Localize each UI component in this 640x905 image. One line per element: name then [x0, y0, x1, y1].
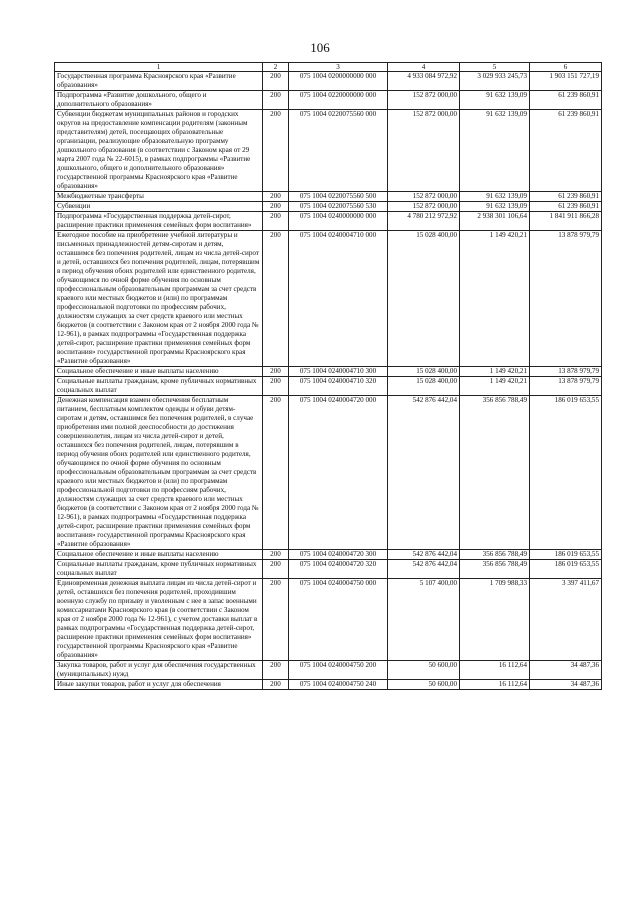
row-kind-cell: 200	[263, 579, 289, 661]
column-header: 1	[55, 63, 263, 72]
row-name-cell: Государственная программа Красноярского края «Развитие образования»	[55, 72, 263, 91]
row-name-cell: Социальные выплаты гражданам, кроме публичных нормативных социальных выплат	[55, 560, 263, 579]
budget-table	[54, 62, 602, 690]
row-name-cell: Социальное обеспечение и иные выплаты населению	[55, 367, 263, 377]
row-kind-cell: 200	[263, 192, 289, 202]
row-code-cell: 075 1004 0240004750 000	[289, 579, 388, 661]
row-kind-cell: 200	[263, 367, 289, 377]
row-code-cell: 075 1004 0200000000 000	[289, 72, 388, 91]
column-header: 6	[530, 63, 602, 72]
row-amount-cell: 15 028 400,00	[388, 377, 460, 396]
table-row	[55, 396, 602, 550]
row-code-cell: 075 1004 0220075560 500	[289, 192, 388, 202]
row-amount-cell: 1 149 420,21	[460, 367, 530, 377]
row-amount-cell: 1 903 151 727,19	[530, 72, 602, 91]
row-kind-cell: 200	[263, 560, 289, 579]
row-amount-cell: 4 933 084 972,92	[388, 72, 460, 91]
table-row	[55, 231, 602, 367]
table-row	[55, 91, 602, 110]
row-kind-cell: 200	[263, 680, 289, 690]
row-amount-cell: 15 028 400,00	[388, 231, 460, 367]
row-amount-cell: 152 872 000,00	[388, 110, 460, 192]
row-name-cell: Ежегодное пособие на приобретение учебной литературы и письменных принадлежностей детям-сиротам и детям, оставшимся без попечения родителей, лицам из числа детей-сирот и детей, оставшихся без попечения родителей, лицам, потерявшим в период обучения обоих родителей или единственного родителя, обучающимся по очной форме обучения по основным профессиональным образовательным программам за счет средств краевого или местных бюджетов и (или) по программам профессиональной подготовки по профессиям рабочих, должностям служащих за счет средств краевого или местных бюджетов (в соответствии с Законом края от 2 ноября 2000 года № 12-961), в рамках подпрограммы «Государственная поддержка детей-сирот, расширение практики применения семейных форм воспитания» государственной программы Красноярского края «Развитие образования»	[55, 231, 263, 367]
row-amount-cell: 186 019 653,55	[530, 550, 602, 560]
row-amount-cell: 34 487,36	[530, 680, 602, 690]
row-amount-cell: 61 239 860,91	[530, 202, 602, 212]
row-amount-cell: 542 876 442,04	[388, 396, 460, 550]
table-row	[55, 550, 602, 560]
row-code-cell: 075 1004 0240004710 300	[289, 367, 388, 377]
row-amount-cell: 16 112,64	[460, 661, 530, 680]
row-amount-cell: 356 856 788,49	[460, 396, 530, 550]
row-amount-cell: 542 876 442,04	[388, 560, 460, 579]
row-name-cell: Денежная компенсация взамен обеспечения бесплатным питанием, бесплатным комплектом одежды и обуви детям-сиротам и детям, оставшимся без попечения родителей, в случае приобретения ими полной дееспособности до достижения совершеннолетия, лицам из числа детей-сирот и детей, оставшихся без попечения родителей, лицам, потерявшим в период обучения обоих родителей или единственного родителя, обучающимся по очной форме обучения по основным профессиональным образовательным программам за счет средств краевого или местных бюджетов и (или) по программам профессиональной подготовки по профессиям рабочих, должностям служащих за счет средств краевого или местных бюджетов (в соответствии с Законом края от 2 ноября 2000 года № 12-961), в рамках подпрограммы «Государственная поддержка детей-сирот, расширение практики применения семейных форм воспитания» государственной программы Красноярского края «Развитие образования»	[55, 396, 263, 550]
row-kind-cell: 200	[263, 72, 289, 91]
row-amount-cell: 15 028 400,00	[388, 367, 460, 377]
row-code-cell: 075 1004 0240004750 240	[289, 680, 388, 690]
row-amount-cell: 91 632 139,09	[460, 202, 530, 212]
row-amount-cell: 3 397 411,67	[530, 579, 602, 661]
row-code-cell: 075 1004 0240004720 320	[289, 560, 388, 579]
row-amount-cell: 91 632 139,09	[460, 110, 530, 192]
row-name-cell: Подпрограмма «Развитие дошкольного, общего и дополнительного образования»	[55, 91, 263, 110]
row-name-cell: Межбюджетные трансферты	[55, 192, 263, 202]
row-amount-cell: 5 107 400,00	[388, 579, 460, 661]
row-name-cell: Подпрограмма «Государственная поддержка детей-сирот, расширение практики применения семейных форм воспитания»	[55, 212, 263, 231]
row-kind-cell: 200	[263, 396, 289, 550]
column-header: 4	[388, 63, 460, 72]
row-code-cell: 075 1004 0220000000 000	[289, 91, 388, 110]
row-amount-cell: 61 239 860,91	[530, 110, 602, 192]
row-amount-cell: 61 239 860,91	[530, 91, 602, 110]
row-amount-cell: 3 029 933 245,73	[460, 72, 530, 91]
row-amount-cell: 13 878 979,79	[530, 231, 602, 367]
column-header: 3	[289, 63, 388, 72]
row-code-cell: 075 1004 0220075560 000	[289, 110, 388, 192]
row-name-cell: Иные закупки товаров, работ и услуг для обеспечения	[55, 680, 263, 690]
row-name-cell: Закупка товаров, работ и услуг для обеспечения государственных (муниципальных) нужд	[55, 661, 263, 680]
row-kind-cell: 200	[263, 377, 289, 396]
table-row	[55, 377, 602, 396]
table-row	[55, 661, 602, 680]
table-row	[55, 72, 602, 91]
row-name-cell: Единовременная денежная выплата лицам из числа детей-сирот и детей, оставшихся без попечения родителей, проходившим военную службу по призыву и уволенным с нее в запас военными комиссариатами Красноярского края (в соответствии с Законом края от 2 ноября 2000 года № 12-961), с учетом доставки выплат в рамках подпрограммы «Государственная поддержка детей-сирот, расширение практики применения семейных форм воспитания» государственной программы Красноярского края «Развитие образования»	[55, 579, 263, 661]
row-amount-cell: 13 878 979,79	[530, 367, 602, 377]
table-row	[55, 579, 602, 661]
row-code-cell: 075 1004 0240000000 000	[289, 212, 388, 231]
row-name-cell: Социальное обеспечение и иные выплаты населению	[55, 550, 263, 560]
row-amount-cell: 91 632 139,09	[460, 91, 530, 110]
table-row	[55, 680, 602, 690]
table-row	[55, 202, 602, 212]
row-amount-cell: 1 709 988,33	[460, 579, 530, 661]
row-name-cell: Субвенции	[55, 202, 263, 212]
row-kind-cell: 200	[263, 550, 289, 560]
table-row	[55, 110, 602, 192]
row-amount-cell: 152 872 000,00	[388, 202, 460, 212]
row-amount-cell: 61 239 860,91	[530, 192, 602, 202]
table-row	[55, 560, 602, 579]
row-amount-cell: 542 876 442,04	[388, 550, 460, 560]
table-row	[55, 212, 602, 231]
row-amount-cell: 152 872 000,00	[388, 91, 460, 110]
row-amount-cell: 50 600,00	[388, 661, 460, 680]
row-amount-cell: 356 856 788,49	[460, 560, 530, 579]
row-kind-cell: 200	[263, 661, 289, 680]
row-kind-cell: 200	[263, 231, 289, 367]
row-code-cell: 075 1004 0220075560 530	[289, 202, 388, 212]
row-amount-cell: 34 487,36	[530, 661, 602, 680]
row-amount-cell: 152 872 000,00	[388, 192, 460, 202]
row-kind-cell: 200	[263, 110, 289, 192]
row-kind-cell: 200	[263, 202, 289, 212]
column-header: 2	[263, 63, 289, 72]
column-header: 5	[460, 63, 530, 72]
row-kind-cell: 200	[263, 91, 289, 110]
row-amount-cell: 4 780 212 972,92	[388, 212, 460, 231]
row-amount-cell: 1 149 420,21	[460, 377, 530, 396]
table-body	[55, 72, 602, 690]
row-code-cell: 075 1004 0240004710 000	[289, 231, 388, 367]
row-amount-cell: 1 149 420,21	[460, 231, 530, 367]
row-name-cell: Субвенции бюджетам муниципальных районов и городских округов на предоставление компенсации родителям (законным представителям) детей, посещающих образовательные организации, реализующие образовательную программу дошкольного образования (в соответствии с Законом края от 29 марта 2007 года № 22-6015), в рамках подпрограммы «Развитие дошкольного, общего и дополнительного образования» государственной программы Красноярского края «Развитие образования»	[55, 110, 263, 192]
row-code-cell: 075 1004 0240004710 320	[289, 377, 388, 396]
row-kind-cell: 200	[263, 212, 289, 231]
row-amount-cell: 186 019 653,55	[530, 560, 602, 579]
row-amount-cell: 13 878 979,79	[530, 377, 602, 396]
row-amount-cell: 186 019 653,55	[530, 396, 602, 550]
row-amount-cell: 1 841 911 866,28	[530, 212, 602, 231]
row-amount-cell: 91 632 139,09	[460, 192, 530, 202]
row-amount-cell: 356 856 788,49	[460, 550, 530, 560]
row-code-cell: 075 1004 0240004720 300	[289, 550, 388, 560]
row-code-cell: 075 1004 0240004720 000	[289, 396, 388, 550]
page-number: 106	[310, 40, 330, 55]
row-amount-cell: 50 600,00	[388, 680, 460, 690]
row-name-cell: Социальные выплаты гражданам, кроме публичных нормативных социальных выплат	[55, 377, 263, 396]
table-row	[55, 192, 602, 202]
row-amount-cell: 2 938 301 106,64	[460, 212, 530, 231]
row-amount-cell: 16 112,64	[460, 680, 530, 690]
row-code-cell: 075 1004 0240004750 200	[289, 661, 388, 680]
table-row	[55, 367, 602, 377]
table-header-row	[55, 63, 602, 72]
